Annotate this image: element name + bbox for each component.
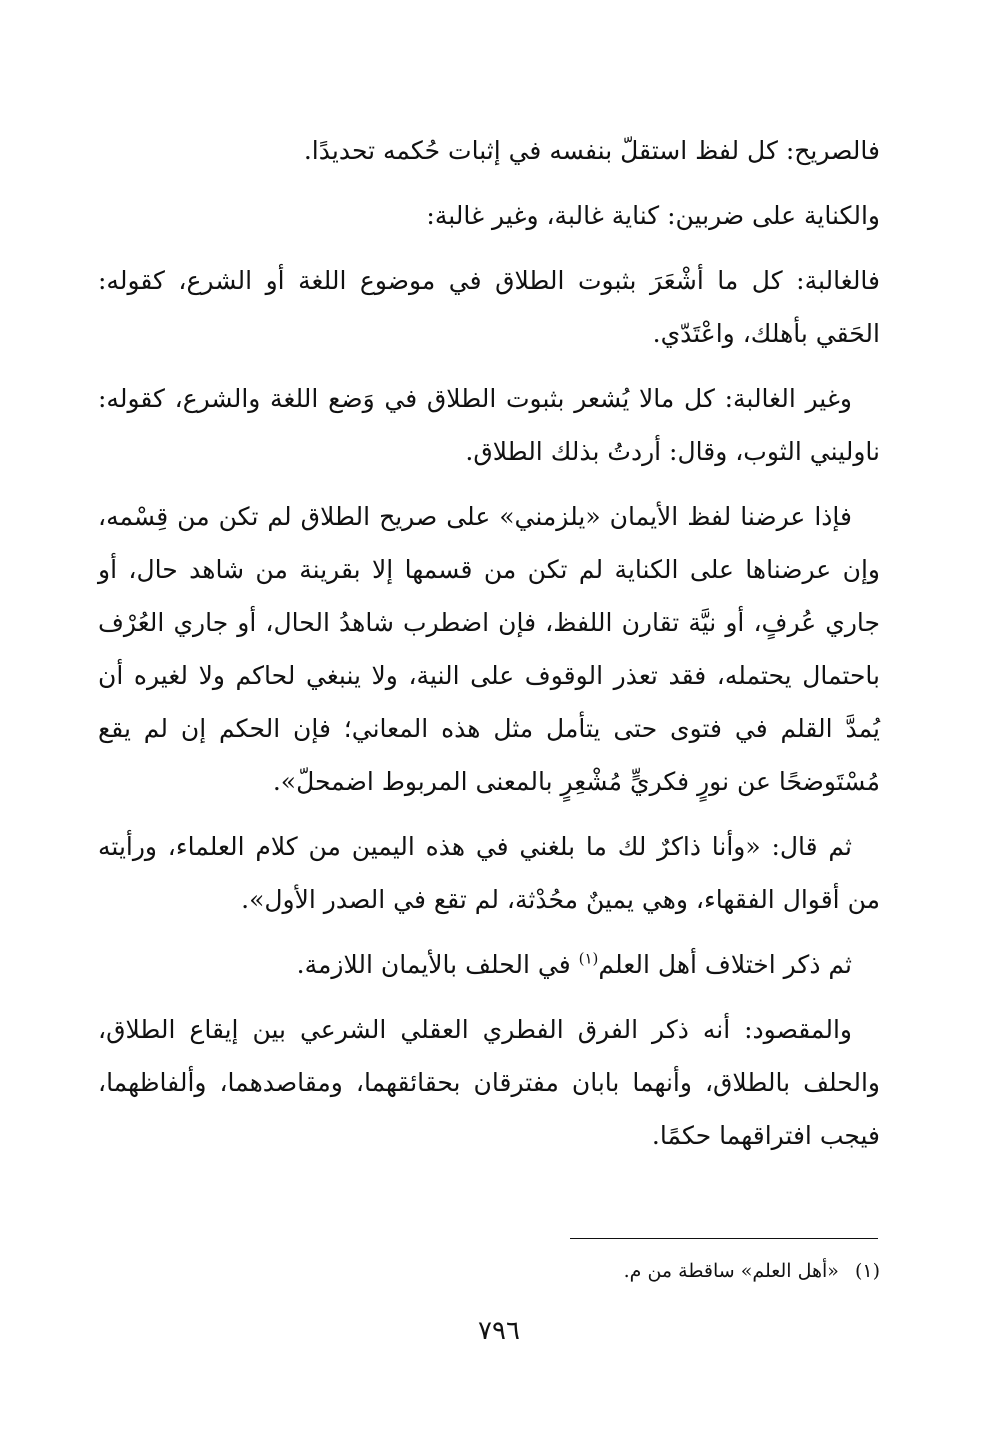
paragraph-thumma-qal: ثم قال: «وأنا ذاكرٌ لك ما بلغني في هذه اليمين من كلام العلماء، ورأيته من أقوال الفقهاء، وهي يمينٌ محُدْثة، لم تقع في الصدر الأول». [98, 832, 880, 914]
footnote-marker: (١) [578, 949, 599, 968]
main-text [98, 124, 880, 1174]
footnote-divider [570, 1238, 878, 1239]
paragraph-ghaliba: فالغالبة: كل ما أشْعَرَ بثبوت الطلاق في موضوع اللغة أو الشرع، كقوله: الحَقي بأهلك، واعْتَدّي. [98, 266, 880, 348]
paragraph-yalzamuni: فإذا عرضنا لفظ الأيمان «يلزمني» على صريح الطلاق لم تكن من قِسْمه، وإن عرضناها على الكناية لم تكن من قسمها إلا بقرينة من شاهد حال، أو جاري عُرفٍ، أو نيَّة تقارن اللفظ، فإن اضطرب شاهدُ الحال، أو جاري العُرْف باحتمال يحتمله، فقد تعذر الوقوف على النية، ولا ينبغي لحاكم ولا لغيره أن يُمدَّ القلم في فتوى حتى يتأمل مثل هذه المعاني؛ فإن الحكم إن لم يقع مُسْتَوضحًا عن نورٍ فكريٍّ مُشْعِرٍ بالمعنى المربوط اضمحلّ». [98, 502, 880, 796]
footnote-text: «أهل العلم» ساقطة من م. [623, 1260, 839, 1282]
paragraph-ghayr-ghaliba: وغير الغالبة: كل مالا يُشعر بثبوت الطلاق في وَضع اللغة والشرع، كقوله: ناوليني الثوب، وقال: أردتُ بذلك الطلاق. [98, 384, 880, 466]
footnote [98, 1256, 880, 1286]
paragraph-ikhtilaf [98, 938, 880, 991]
paragraph-sarih: فالصريح: كل لفظ استقلّ بنفسه في إثبات حُكمه تحديدًا. [303, 136, 880, 165]
paragraph-ikhtilaf-before: ثم ذكر اختلاف أهل العلم [598, 950, 852, 979]
paragraph-maqsud: والمقصود: أنه ذكر الفرق الفطري العقلي الشرعي بين إيقاع الطلاق، والحلف بالطلاق، وأنهما بابان مفترقان بحقائقهما، ومقاصدهما، وألفاظهما، فيجب افتراقهما حكمًا. [98, 1015, 880, 1150]
footnote-number: (١) [854, 1260, 880, 1282]
paragraph-kinaya: والكناية على ضربين: كناية غالبة، وغير غالبة: [426, 201, 880, 230]
page-number: ٧٩٦ [478, 1316, 520, 1346]
paragraph-ikhtilaf-after: في الحلف بالأيمان اللازمة. [296, 950, 579, 979]
